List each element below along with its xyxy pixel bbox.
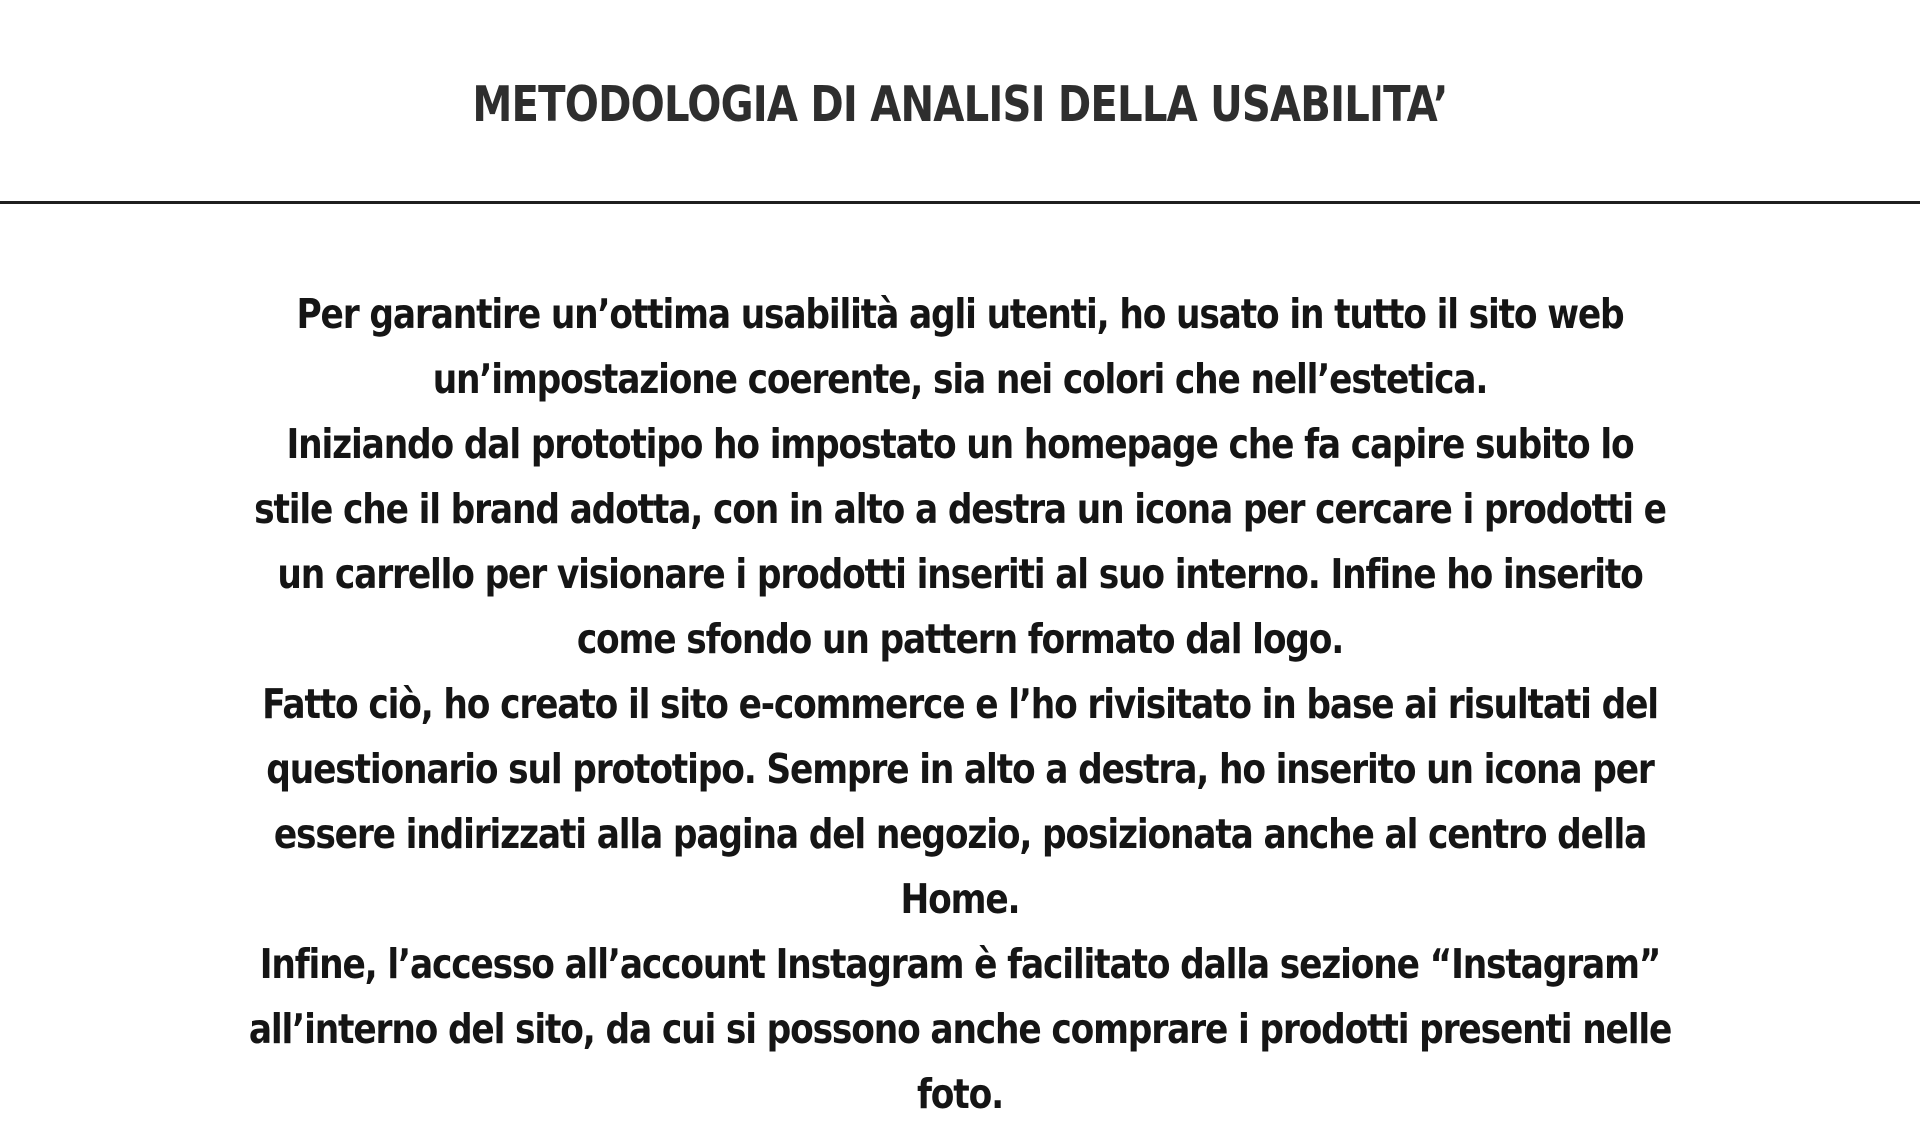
paragraph-ecommerce: Fatto ciò, ho creato il sito e-commerce e l’ho rivisitato in base ai risultati del questionario sul prototipo. Sempre in alto a destra, ho inserito un icona per essere indirizzati alla pagina del negozio, posizionata anche al centro della Home.	[262, 680, 1658, 923]
body-text	[110, 282, 1810, 1127]
paragraph-instagram: Infine, l’accesso all’account Instagram è facilitato dalla sezione “Instagram” all’interno del sito, da cui si possono anche comprare i prodotti presenti nelle foto.	[248, 940, 1672, 1118]
paragraph-prototype: Iniziando dal prototipo ho impostato un homepage che fa capire subito lo stile che il brand adotta, con in alto a destra un icona per cercare i prodotti e un carrello per visionare i prodotti inseriti al suo interno. Infine ho inserito come sfondo un pattern formato dal logo.	[254, 420, 1666, 663]
title-divider	[0, 201, 1920, 204]
paragraph-intro: Per garantire un’ottima usabilità agli utenti, ho usato in tutto il sito web un’impostazione coerente, sia nei colori che nell’estetica.	[296, 290, 1624, 403]
slide-title: METODOLOGIA DI ANALISI DELLA USABILITA’	[472, 76, 1448, 133]
